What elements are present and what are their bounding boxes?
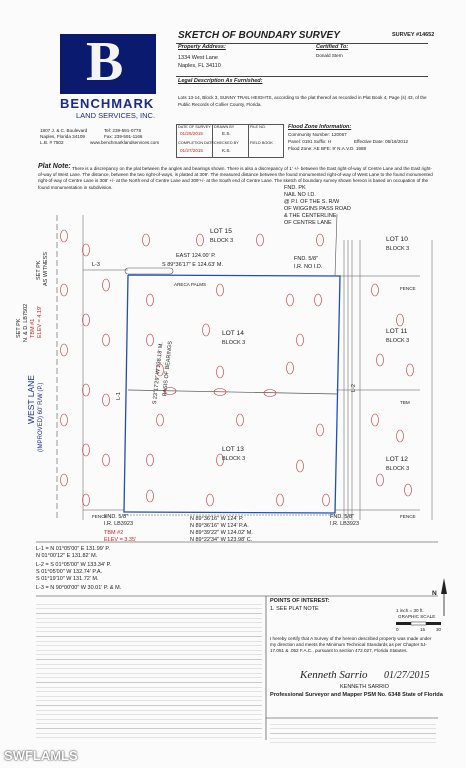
- company-name: BENCHMARK: [60, 96, 155, 111]
- company-fax: Fax: 239-591-1166: [104, 134, 143, 139]
- block13-label: BLOCK 3: [222, 456, 246, 462]
- fence-mid-right: FENCE: [400, 286, 416, 291]
- surveyor-name: KENNETH SARRIO: [340, 684, 389, 690]
- fnd-pk-1: FND. PK: [284, 185, 306, 191]
- west-lane-label: WEST LANE: [26, 375, 36, 424]
- survey-table-h6: FIELD BOOK: [250, 141, 273, 145]
- block10-label: BLOCK 3: [386, 246, 410, 252]
- company-phone: Tel: 239-591-0778: [104, 128, 142, 133]
- survey-table-h4: COMPLETION DATE: [178, 141, 215, 145]
- fnd-pk-3: @ P.I. OF THE S. R/W: [284, 199, 340, 205]
- elev2-label: ELEV = 3.35': [104, 537, 137, 543]
- block14-label: BLOCK 3: [222, 340, 246, 346]
- south-line-1: N 89°36'16" W 124' P.: [190, 516, 244, 522]
- scale-tick-30: 30: [436, 627, 442, 632]
- surveyor-title: Professional Surveyor and Mapper PSM No. 6348 State of Florida: [270, 692, 443, 698]
- basis-bearing: S 23°17'29" W 238.18' M.: [152, 341, 165, 405]
- line-table-3: L-2 = S 01°05'00" W 133.34' P.: [36, 562, 112, 568]
- lot10-label: LOT 10: [386, 236, 408, 243]
- company-website: www.benchmarklandservices.com: [90, 140, 160, 145]
- line-table-6: L-3 = N 90°00'00" W 30.01' P. & M.: [36, 585, 122, 591]
- document-title: SKETCH OF BOUNDARY SURVEY: [178, 30, 340, 41]
- fnd-pk-6: OF CENTRE LANE: [284, 220, 332, 226]
- survey-table-h1: DATE OF SURVEY: [178, 125, 211, 129]
- north-line-measured: S 89°36'17" E 124.63' M.: [162, 262, 223, 268]
- fence-right-bottom: FENCE: [400, 514, 416, 519]
- legal-description: Lots 13-14, Block 3, SUNNY TRAIL HEIGHTS, according to the plat thereof as recorded in Plat Book 4, Page (s) 43, of the Public Records of Collier County, Florida.: [178, 95, 427, 107]
- company-subname: LAND SERVICES, INC.: [76, 111, 156, 120]
- south-line-3: N 89°39'22" W 124.02' M.: [190, 530, 253, 536]
- survey-table-h5: CHECKED BY: [214, 141, 239, 145]
- west-lane-rw: (IMPROVED) 60' R/W (P.): [38, 382, 44, 452]
- north-line-plat: EAST 124.00' P.: [176, 253, 216, 259]
- legal-description-label: Legal Description As Furnished:: [178, 78, 263, 84]
- block11-label: BLOCK 3: [386, 338, 410, 344]
- l3-label: L-3: [92, 262, 100, 268]
- south-line-2: N 89°36'16" W 124' P.A.: [190, 523, 249, 529]
- set-pk-nd: N. & D. LB7502: [23, 303, 29, 342]
- symbol-legend: [270, 720, 436, 744]
- scale-text: 1 inch = 30 ft.: [396, 608, 424, 613]
- fnd-bottom-right: FND. 5/8": [330, 514, 354, 520]
- signature: Kenneth Sarrio: [300, 669, 368, 681]
- logo-letter: B: [86, 31, 124, 93]
- property-address-1: 1334 West Lane: [178, 55, 218, 61]
- areca-palms: ARECA PALMS: [174, 282, 207, 287]
- certified-to: Donald Stern: [316, 53, 343, 58]
- checked-by: K.S.: [222, 148, 231, 153]
- line-table-2: N 01°00'12" E 131.82' M.: [36, 553, 98, 559]
- graphic-scale: GRAPHIC SCALE: [398, 614, 436, 619]
- fnd-bottom-left-2: I.R. LB3923: [104, 521, 134, 527]
- survey-table-h2: DRAWN BY: [214, 125, 235, 129]
- elev1-label: ELEV = 4.19': [37, 305, 43, 338]
- survey-number: SURVEY #14652: [392, 32, 435, 38]
- set-pk-top-2: AS WITNESS: [43, 252, 49, 286]
- south-line-4: N 89°22'34" W 123.98' C.: [190, 537, 253, 543]
- survey-table-h3: FILE NO.: [250, 125, 266, 129]
- company-address-1: 1807 J. & C. Boulevard: [40, 128, 88, 133]
- set-pk-label: SET PK: [16, 318, 22, 338]
- fnd-pk-5: & THE CENTERLINE: [284, 213, 337, 219]
- plat-note-text: There is a discrepancy on the plat between the angles and bearings shown. There is also a discrepancy of 1' +/- between the East right-of-way of Centre Lane and the East right-of-way of West Lane. The distance, between the two right-of-ways, is platted at 309'. The measured distance between the found monumented right-of-way of West Lane to the found monumented right-of-way of Centre Lane is 308' +/- at the North end of Centre Lane and 309'+/- at the South end of Centre Lane. The sketch of boundary survey shown hereon is based on occupation of the found monumentation in subdivision.: [38, 166, 433, 190]
- fnd-top-right: FND. 5/8": [294, 256, 318, 262]
- scale-tick-0: 0: [396, 627, 399, 632]
- lot12-label: LOT 12: [386, 456, 408, 463]
- signature-date: 01/27/2015: [384, 670, 430, 681]
- lot14-label: LOT 14: [222, 330, 244, 337]
- fence-left: FENCE: [92, 514, 108, 519]
- l2-label: L-2: [351, 384, 357, 392]
- points-of-interest-item: 1. SEE PLAT NOTE: [270, 606, 319, 612]
- fnd-bottom-right-2: I.R. LB3923: [330, 521, 360, 527]
- line-table-1: L-1 = N 01°05'00" E 131.99' P.: [36, 546, 110, 552]
- fnd-top-right-2: I.R. NO I.D.: [294, 264, 323, 270]
- set-pk-top: SET PK: [36, 260, 42, 280]
- fnd-pk-2: NAIL NO I.D.: [284, 192, 316, 198]
- line-table-4: S 01°05'00" W 132.74' P.A.: [36, 569, 103, 575]
- block12-label: BLOCK 3: [386, 466, 410, 472]
- tbm1-label: TBM #1: [30, 318, 36, 338]
- lot13-label: LOT 13: [222, 446, 244, 453]
- plat-note-label: Plat Note:: [38, 163, 71, 170]
- block-top-label: BLOCK 3: [210, 238, 234, 244]
- north-label: N: [432, 590, 437, 597]
- flood-community: Community Number: 120067: [288, 132, 347, 137]
- property-address-label: Property Address:: [178, 44, 226, 50]
- scale-tick-15: 15: [420, 627, 426, 632]
- flood-effective: Effective Date: 05/16/2012: [354, 139, 409, 144]
- l1-label: L-1: [116, 392, 122, 400]
- flood-label: Flood Zone Information:: [288, 124, 352, 130]
- lot15-label: LOT 15: [210, 228, 232, 235]
- flood-panel: Panel: 0191 Suffix: H: [288, 139, 332, 144]
- basis-of-bearings: BASIS OF BEARINGS: [162, 340, 174, 397]
- fnd-pk-4: OF WIGGINS PASS ROAD: [284, 206, 351, 212]
- tbm2-label: TBM #2: [104, 530, 124, 536]
- fnd-bottom-left: FND. 5/8": [104, 514, 128, 520]
- drawn-by: E.S.: [222, 131, 231, 136]
- legend-block: [36, 600, 262, 740]
- property-address-2: Naples, FL 34110: [178, 63, 221, 69]
- flood-zone: Flood Zone: AE BFE: 9' N.A.V.D. 1988: [288, 146, 367, 151]
- company-address-3: L.B. # 7502: [40, 140, 64, 145]
- company-address-2: Naples, Florida 34109: [40, 134, 85, 139]
- lot11-label: LOT 11: [386, 328, 408, 335]
- date-of-survey: 01/26/2015: [180, 131, 203, 136]
- points-of-interest-label: POINTS OF INTEREST:: [270, 598, 330, 604]
- certified-to-label: Certified To:: [316, 44, 349, 50]
- line-table-5: S 01°19'10" W 131.72' M.: [36, 576, 99, 582]
- tbm-right: TBM: [400, 400, 410, 405]
- certification-text: I hereby certify that A Survey of the hereon described property was made under my direction and meets the Minimum Technical Standards as per Chapter 5J-17.051 & .052 F.A.C., pursuant to section 472.027, Florida Statutes.: [270, 636, 432, 654]
- completion-date: 01/27/2015: [180, 148, 203, 153]
- watermark: SWFLAMLS: [4, 748, 78, 763]
